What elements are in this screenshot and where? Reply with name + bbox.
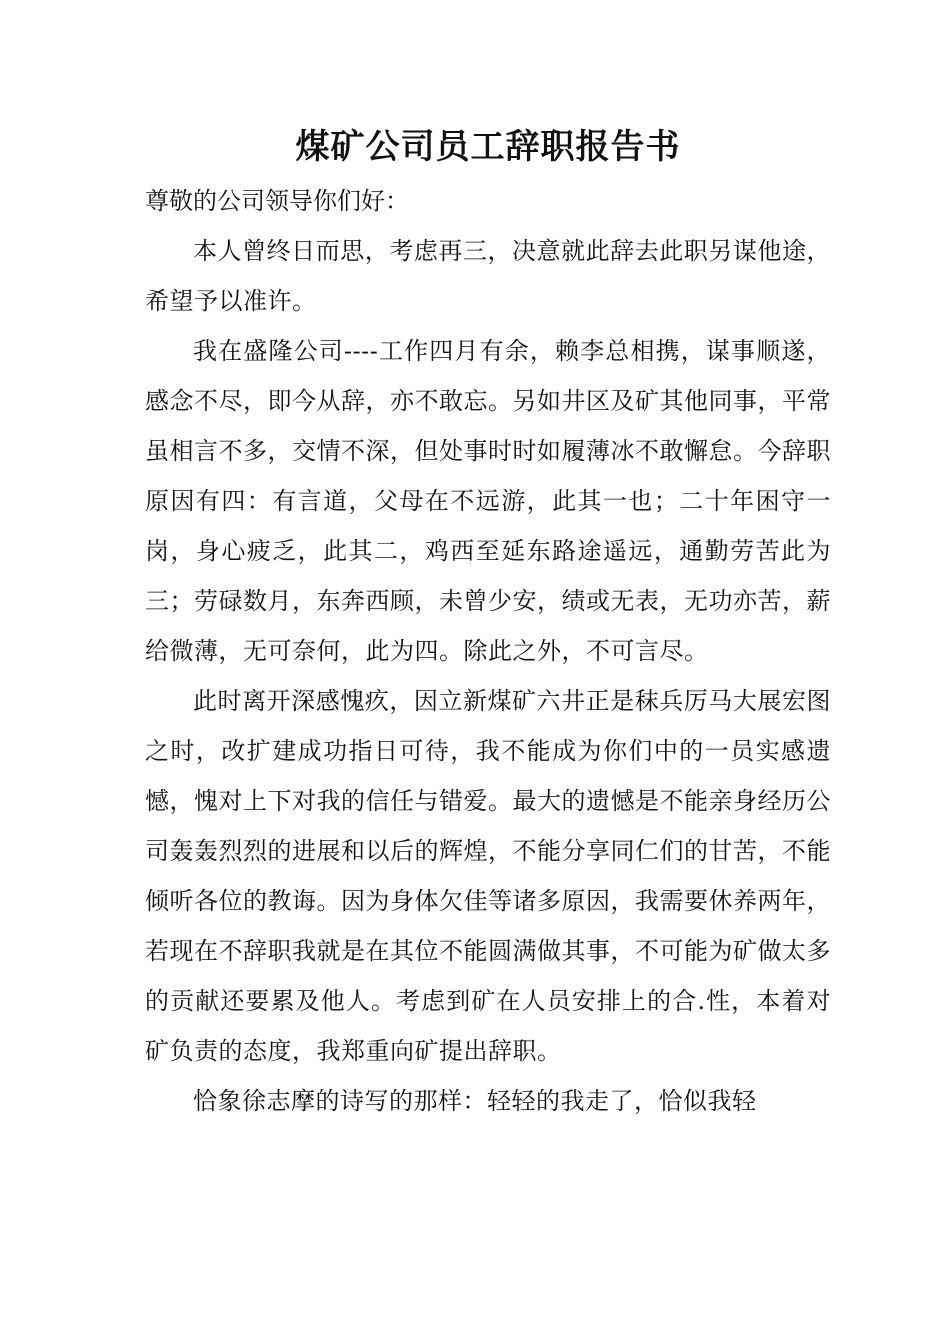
- salutation: 尊敬的公司领导你们好：: [145, 187, 409, 215]
- paragraph-4: 恰象徐志摩的诗写的那样：轻轻的我走了，恰似我轻: [193, 1087, 757, 1115]
- paragraph-3: 此时离开深感愧疚，因立新煤矿六井正是秣兵厉马大展宏图之时，改扩建成功指日可待，我不能成为你们中的一员实感遗憾，愧对上下对我的信任与错爱。最大的遗憾是不能亲身经历公司轰轰烈烈的进展和以后的辉煌，不能分享同仁们的甘苦，不能倾听各位的教诲。因为身体欠佳等诸多原因，我需要休养两年，若现在不辞职我就是在其位不能圆满做其事，不可能为矿做太多的贡献还要累及他人。考虑到矿在人员安排上的合.性，本着对矿负责的态度，我郑重向矿提出辞职。: [145, 687, 831, 1065]
- document-page: [145, 122, 831, 1126]
- document-title: 煤矿公司员工辞职报告书: [295, 127, 681, 167]
- paragraph-2: 我在盛隆公司----工作四月有余，赖李总相携，谋事顺遂，感念不尽，即今从辞，亦不敢忘。另如井区及矿其他同事，平常虽相言不多，交情不深，但处事时时如履薄冰不敢懈怠。今辞职原因有四：有言道，父母在不远游，此其一也；二十年困守一岗，身心疲乏，此其二，鸡西至延东路途遥远，通勤劳苦此为三；劳碌数月，东奔西顾，未曾少安，绩或无表，无功亦苦，薪给微薄，无可奈何，此为四。除此之外，不可言尽。: [145, 337, 831, 665]
- paragraph-1: 本人曾终日而思，考虑再三，决意就此辞去此职另谋他途，希望予以准许。: [145, 237, 831, 315]
